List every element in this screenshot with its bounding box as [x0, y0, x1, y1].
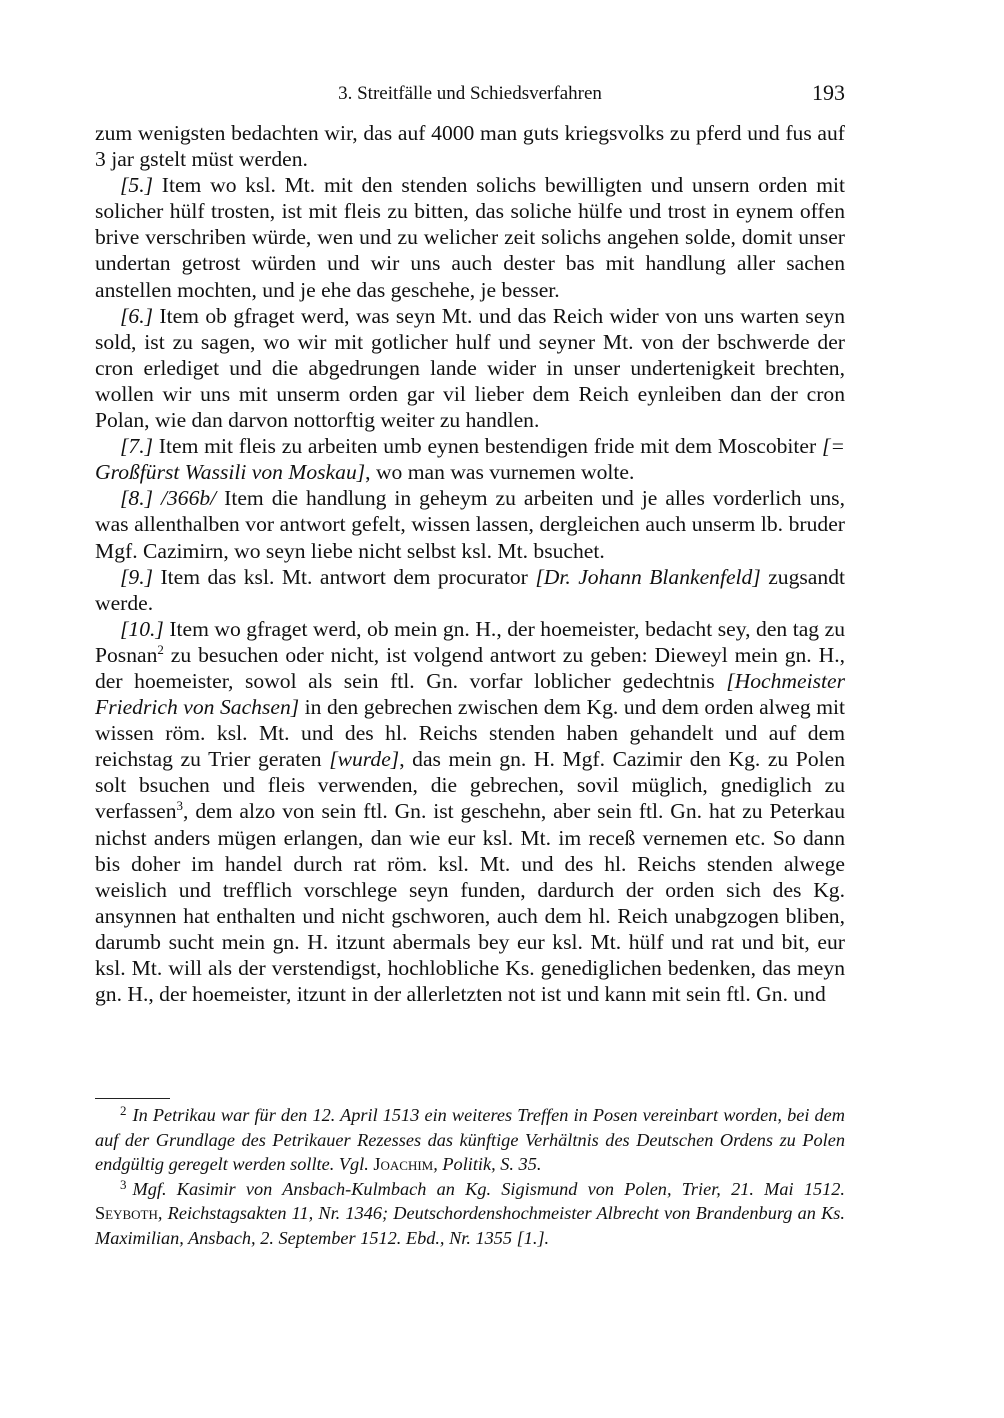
- paragraph-text: zu besuchen oder nicht, ist volgend antwort zu geben: Dieweyl mein gn. H., der hoemeister, sowol als sein ftl. Gn. vorfar loblicher gedechtnis: [95, 642, 845, 693]
- paragraph-text: Item ob gfraget werd, was seyn Mt. und das Reich wider von uns warten seyn sold, ist zu sagen, wo wir mit gotlicher hulf und seyner Mt. von der bschwerde der cron erlediget und die abgedrungen lande wider in unser undertenigkeit brechten, wollen wir uns mit unserm orden gar vil lieber dem Reich eynleiben dan der cron Polan, wie dan darvon nottorftig weiter zu handlen.: [95, 303, 845, 433]
- footnote-text: In Petrikau war für den 12. April 1513 ein weiteres Treffen in Posen vereinbart worden, bei dem auf der Grundlage des Petrikauer Rezesses das künftige Verhältnis des Deutschen Ordens zu Polen endgültig geregelt werden sollte. Vgl.: [95, 1105, 845, 1174]
- section-marker: [5.]: [120, 173, 154, 198]
- footnote-reference[interactable]: 2: [157, 641, 164, 657]
- footnote-number: 2: [120, 1103, 127, 1118]
- paragraph-text: Item die handlung in geheym zu arbeiten und je alles vorderlich uns, was allenthalben vor antwort gefelt, wissen lassen, dergleichen auch unserm lb. bruder Mgf. Cazimirn, wo seyn liebe nicht selbst ksl. Mt. bsuchet.: [95, 486, 845, 563]
- paragraph-text: in den gebrechen zwischen dem Kg. und dem orden alweg mit wissen röm. ksl. Mt. und des hl. Reichs stenden haben gehandelt und auf dem reichstag zu Trier geraten: [95, 695, 845, 772]
- footnote-reference[interactable]: 3: [176, 798, 184, 814]
- paragraph-text: , das mein gn. H. Mgf. Cazimir den Kg. zu Polen solt bsuchen und fleis verwenden, die gebrechen, sovil müglich, gnediglich zu verfassen: [95, 747, 845, 824]
- paragraph-text: zugsandt werde.: [95, 564, 845, 615]
- footnote-text: , Reichstagsakten 11, Nr. 1346; Deutschordenshochmeister Albrecht von Brandenburg an Ks. Maximilian, Ansbach, 2. September 1512. Ebd., Nr. 1355 [1.].: [95, 1203, 845, 1248]
- footnote-2: [95, 1103, 845, 1177]
- section-marker: [8.] /366b/: [120, 486, 217, 511]
- paragraph-9: [95, 564, 845, 616]
- paragraph-5: [95, 172, 845, 302]
- footnote-text: , Politik, S. 35.: [433, 1154, 542, 1174]
- editorial-note: [Dr. Johann Blankenfeld]: [535, 564, 761, 589]
- editorial-note: [= Großfürst Wassili von Moskau]: [95, 434, 845, 485]
- section-marker: [6.]: [120, 303, 154, 328]
- section-marker: [9.]: [120, 564, 154, 589]
- paragraph-text: zum wenigsten bedachten wir, das auf 4000 man guts kriegsvolks zu pferd und fus auf 3 jar gstelt müst werden.: [95, 121, 845, 172]
- editorial-note: [Hochmeister Friedrich von Sachsen]: [95, 668, 845, 720]
- paragraph-continuation: [95, 120, 845, 172]
- footnote-text: Mgf. Kasimir von Ansbach-Kulmbach an Kg. Sigismund von Polen, Trier, 21. Mai 1512.: [132, 1178, 845, 1199]
- footnote-3: [95, 1177, 845, 1251]
- paragraph-text: Item mit fleis zu arbeiten umb eynen bestendigen fride mit dem Moscobiter: [153, 434, 823, 459]
- section-marker: [7.]: [120, 434, 154, 459]
- page-number: 193: [812, 80, 845, 105]
- paragraph-text: , dem alzo von sein ftl. Gn. ist geschehn, aber sein ftl. Gn. hat zu Peterkau nichst anders mügen erlangen, dan wie eur ksl. Mt. im receß vernemen etc. So dann bis doher im handel durch rat röm. ksl. Mt. und des hl. Reichs stenden alwege weislich und trefflich vorschlege seyn funden, dardurch der orden sich des Kg. ansynnen hat enthalten und nicht gschworen, auch dem hl. Reich unabgzogen bliben, darumb sucht mein gn. H. itzunt abermals bey eur ksl. Mt. hülf und rat und bit, eur ksl. Mt. will als der verstendigst, hochlobliche Ks. genediglichen bedenken, das meyn gn. H., der hoemeister, itzunt in der allerletzten not ist und kann mit sein ftl. Gn. und: [95, 799, 845, 1007]
- paragraph-7: [95, 433, 845, 485]
- footnote-number: 3: [120, 1176, 127, 1192]
- footnote-author: Joachim: [373, 1154, 434, 1174]
- footnotes: [95, 1103, 845, 1250]
- paragraph-8: [95, 485, 845, 563]
- paragraph-10: [95, 616, 845, 1007]
- paragraph-text: Item das ksl. Mt. antwort dem procurator: [153, 564, 536, 589]
- paragraph-6: [95, 303, 845, 433]
- main-text: [95, 120, 845, 1007]
- footnote-divider: [95, 1098, 170, 1099]
- running-title: 3. Streitfälle und Schiedsverfahren: [338, 83, 602, 104]
- paragraph-text: Item wo ksl. Mt. mit den stenden solichs bewilligten und unsern orden mit solicher hülf trosten, ist mit fleis zu bitten, das soliche hülfe und trost in eynem offen brive verschriben würde, wen und zu welicher zeit solichs angehen solde, domit unser undertan getrost würden und wir uns auch dester bas mit handlung aller sachen anstellen mochten, und je ehe das geschehe, je besser.: [95, 173, 845, 302]
- paragraph-text: Item wo gfraget werd, ob mein gn. H., der hoemeister, bedacht sey, den tag zu Posnan: [95, 616, 845, 667]
- editorial-note: [wurde]: [329, 747, 400, 772]
- footnote-author: Seyboth: [95, 1203, 158, 1223]
- page-header: [95, 80, 845, 108]
- section-marker: [10.]: [120, 616, 164, 641]
- paragraph-text: , wo man was vurnemen wolte.: [365, 460, 635, 485]
